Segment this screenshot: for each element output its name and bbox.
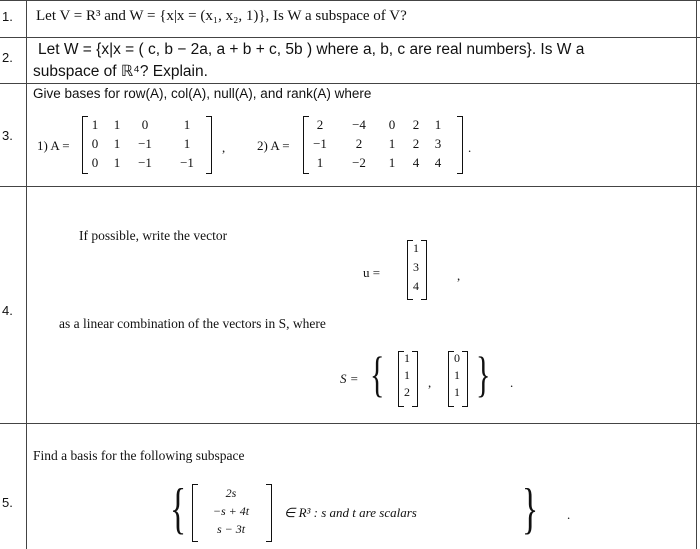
row-number: 2. [2,50,13,65]
u-vector [399,238,439,302]
question-1-text: Let V = R³ and W = {x|x = (x₁, x₂, 1)}, Is W a subspace of V? [36,8,407,24]
u-end: , [457,268,461,283]
s-end: . [510,375,514,390]
matrix-entry: 1 [113,117,121,132]
subspace-vector [192,482,276,544]
part2-label: 2) A = [257,138,290,153]
separator: , [222,140,226,155]
question-4-middle: as a linear combination of the vectors in S, where [59,316,326,331]
vector-entry: 1 [413,241,419,255]
left-brace: { [370,346,385,402]
matrix-entry: 0 [141,117,149,132]
matrix-entry: 2 [412,136,420,151]
row-divider [0,37,700,38]
row-divider [0,83,700,84]
matrix-entry: 4 [412,155,420,170]
s-vector-2 [440,349,470,409]
matrix-entry: 3 [434,136,442,151]
matrix-entry: 1 [183,117,191,132]
question-2-line1: Let W = {x|x = ( c, b − 2a, a + b + c, 5b ) where a, b, c are real numbers}. Is W a [38,41,585,58]
row-number: 3. [2,128,13,143]
matrix-2 [303,114,463,176]
matrix-entry: −4 [352,117,366,132]
matrix-entry: 0 [91,136,99,151]
question-5-intro: Find a basis for the following subspace [33,448,245,463]
matrix-entry: −1 [138,155,152,170]
matrix-entry: 2 [412,117,420,132]
vector-entry: s − 3t [216,522,246,536]
right-bracket [266,484,272,542]
matrix-entry: 0 [91,155,99,170]
matrix-1 [82,114,214,176]
row-divider [0,186,700,187]
question-3-header: Give bases for row(A), col(A), null(A), and rank(A) where [33,86,372,101]
matrix-entry: −1 [138,136,152,151]
row-number: 4. [2,303,13,318]
matrix-entry: 1 [388,155,396,170]
matrix-entry: −2 [352,155,366,170]
row-number: 5. [2,495,13,510]
matrix-entry: 1 [113,155,121,170]
right-brace: } [522,478,539,540]
u-label: u = [363,265,381,280]
matrix-entry: −1 [180,155,194,170]
matrix-entry: 1 [113,136,121,151]
s-label: S = [340,371,359,386]
end-period: . [567,507,571,522]
subspace-condition: ∈ R³ : s and t are scalars [284,505,417,520]
row-number: 1. [2,9,13,24]
matrix-entry: −1 [313,136,327,151]
column-divider [26,0,27,549]
right-bracket [457,116,463,174]
row-divider [0,423,700,424]
matrix-entry: 0 [388,117,396,132]
vector-entry: 4 [413,279,419,293]
s-vector-1 [390,349,420,409]
part1-label: 1) A = [37,138,70,153]
matrix-entry: 2 [355,136,363,151]
matrix-entry: 4 [434,155,442,170]
vector-entry: 2s [225,486,237,500]
question-4-intro: If possible, write the vector [79,228,228,243]
right-bracket [206,116,212,174]
matrix-entry: 1 [316,155,324,170]
matrix-entry: 1 [91,117,99,132]
vector-entry: 1 [454,368,460,382]
vector-entry: 1 [404,368,410,382]
matrix-entry: 1 [388,136,396,151]
s-separator: , [428,375,432,390]
matrix-entry: 2 [316,117,324,132]
column-divider [696,0,697,549]
vector-entry: 0 [454,351,460,365]
vector-entry: −s + 4t [212,504,250,518]
left-brace: { [170,478,187,540]
row-divider [0,0,700,1]
matrix-entry: 1 [183,136,191,151]
end-period: . [468,140,472,155]
right-brace: } [476,346,491,402]
question-2-line2: subspace of ℝ⁴? Explain. [33,63,208,80]
matrix-entry: 1 [434,117,442,132]
vector-entry: 3 [413,260,419,274]
vector-entry: 2 [404,385,410,399]
vector-entry: 1 [404,351,410,365]
vector-entry: 1 [454,385,460,399]
